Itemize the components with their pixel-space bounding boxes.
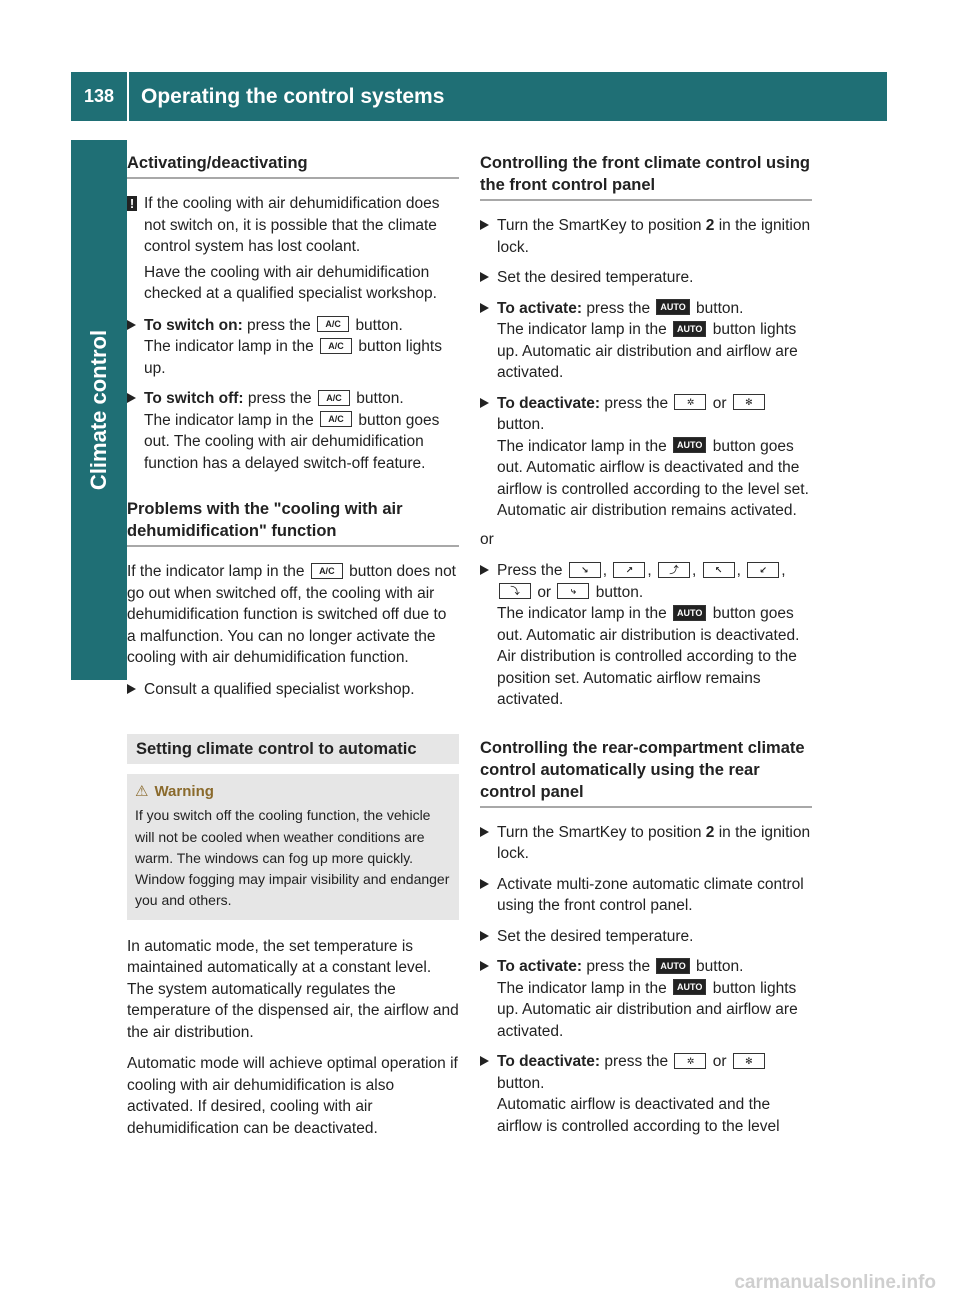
warning-title <box>135 781 451 802</box>
step-text: The indicator lamp in the <box>144 411 314 429</box>
step-text: press the <box>247 390 312 407</box>
ac-button-icon: A/C <box>311 563 343 579</box>
ac-button-icon: A/C <box>318 390 350 406</box>
step-rear-temperature <box>480 926 812 948</box>
step-text: button. <box>595 583 644 601</box>
step-text: in the ignition lock. <box>497 217 811 256</box>
side-tab <box>71 140 127 680</box>
step-press-distribution: Press the ↘ , ↗ , ⤴ , ↖ , ↙ , ⤵ or ⤷ button. The indicator lamp in the AUTO button goes out. Automatic air distribution is deactivated. Air distribution is controlled according to the position set. Automatic airflow remains activated. <box>480 560 812 711</box>
step-text: Turn the SmartKey to position <box>497 823 702 841</box>
step-switch-off <box>127 388 459 474</box>
ac-button-icon: A/C <box>320 338 352 354</box>
step-text: press the <box>247 316 311 334</box>
step-text: 2 <box>705 217 715 234</box>
heading-activating: Activating/deactivating <box>127 152 459 179</box>
warning-box <box>127 774 459 920</box>
step-text: press the <box>604 394 669 412</box>
step-arrow-icon <box>127 684 136 694</box>
step-text: The indicator lamp in the <box>497 437 667 455</box>
auto-paragraph-1: In automatic mode, the set temperature is maintained automatically at a constant level. The system automatically regulates the temperature of the dispensed air, the airflow and the air distribution. <box>127 937 459 1041</box>
note-block <box>127 193 459 305</box>
note-text-2: Have the cooling with air dehumidification checked at a qualified specialist workshop. <box>144 263 437 302</box>
air-distribution-1-icon: ↘ <box>569 562 601 578</box>
step-text: button. <box>696 299 744 317</box>
step-arrow-icon <box>127 320 136 330</box>
note-text-1: If the cooling with air dehumidification does not switch on, it is possible that the climate control system has lost coolant. <box>144 195 440 255</box>
step-text: or <box>712 1053 727 1070</box>
step-rear-multizone <box>480 874 812 917</box>
step-label: To activate: <box>497 958 582 975</box>
step-front-smartkey <box>480 215 812 258</box>
step-text: Set the desired temperature. <box>497 927 694 945</box>
step-text: button goes out. The cooling with air dehumidification function has a delayed switch-off feature. <box>144 411 440 472</box>
ac-button-icon: A/C <box>317 316 349 332</box>
step-arrow-icon <box>480 961 489 971</box>
step-arrow-icon <box>480 220 489 230</box>
step-front-temperature <box>480 267 812 289</box>
step-label: To deactivate: <box>497 394 601 412</box>
auto-button-icon: AUTO <box>673 605 706 621</box>
page-number: 138 <box>71 72 129 121</box>
or-text: or <box>480 530 494 548</box>
step-text: button. <box>356 390 404 407</box>
side-tab-label: Climate control <box>86 329 111 491</box>
heading-automatic: Setting climate control to automatic <box>127 734 459 764</box>
step-arrow-icon <box>480 303 489 313</box>
air-distribution-6-icon: ⤵ <box>499 583 531 599</box>
heading-rear-control: Controlling the rear-compartment climate control automatically using the rear control panel <box>480 737 812 808</box>
fan-up-button-icon: ✲ <box>674 1053 706 1069</box>
left-column <box>127 152 459 1149</box>
fan-down-button-icon: ✻ <box>733 1053 765 1069</box>
step-text: The indicator lamp in the <box>497 979 667 997</box>
step-text: Set the desired temperature. <box>497 269 694 286</box>
step-text: button goes out. Automatic air distribution is deactivated. Air distribution is controlled according to the position set. Automatic airflow remains activated. <box>497 605 800 708</box>
step-text: The indicator lamp in the <box>144 338 314 355</box>
paragraph-text: button does not go out when switched off, the cooling with air dehumidification function is switched off due to a malfunction. You can no longer activate the cooling with air dehumidification function. <box>127 563 456 666</box>
step-text: or <box>537 583 552 601</box>
step-arrow-icon <box>480 931 489 941</box>
paragraph-text: If the indicator lamp in the <box>127 563 305 580</box>
step-text: Automatic airflow is deactivated and the airflow is controlled according to the level <box>497 1096 780 1135</box>
step-arrow-icon <box>127 393 136 403</box>
step-rear-activate <box>480 956 812 1042</box>
step-arrow-icon <box>480 879 489 889</box>
step-text: button. <box>497 416 545 433</box>
fan-up-button-icon: ✲ <box>674 394 706 410</box>
heading-problems: Problems with the "cooling with air dehumidification" function <box>127 498 459 547</box>
air-distribution-4-icon: ↖ <box>703 562 735 578</box>
step-consult <box>127 679 459 701</box>
chapter-title: Operating the control systems <box>141 84 445 108</box>
step-text: button goes out. Automatic airflow is deactivated and the airflow is controlled according to the level set. Automatic air distribution remains activated. <box>497 437 809 519</box>
step-text: 2 <box>705 823 715 841</box>
step-text: Turn the SmartKey to position <box>497 217 702 234</box>
step-text: Activate multi-zone automatic climate control using the front control panel. <box>497 875 804 914</box>
page-header <box>71 72 887 121</box>
note-icon: ! <box>127 196 137 211</box>
step-text: The indicator lamp in the <box>497 605 667 622</box>
step-text: press the <box>586 958 651 975</box>
step-rear-deactivate <box>480 1051 812 1137</box>
step-text: press the <box>586 299 651 317</box>
step-text: or <box>712 394 727 412</box>
warning-title-text: Warning <box>154 783 214 800</box>
step-arrow-icon <box>480 272 489 282</box>
fan-down-button-icon: ✻ <box>733 394 765 410</box>
step-text: Press the <box>497 562 563 579</box>
step-text: in the ignition lock. <box>497 823 811 862</box>
watermark: carmanualsonline.info <box>734 1272 936 1293</box>
warning-text: If you switch off the cooling function, the vehicle will not be cooled when weather conditions are warm. The windows can fog up more quickly. Window fogging may impair visibility and endanger you and others. <box>135 807 450 909</box>
warning-triangle-icon: ⚠ <box>135 783 149 800</box>
step-arrow-icon <box>480 1056 489 1066</box>
step-front-deactivate <box>480 393 812 522</box>
right-column <box>480 152 812 1146</box>
step-text: button. <box>355 316 403 334</box>
step-label: To deactivate: <box>497 1053 601 1070</box>
step-text: button lights up. Automatic air distribution and airflow are activated. <box>497 979 798 1040</box>
auto-button-icon: AUTO <box>673 979 706 995</box>
air-distribution-7-icon: ⤷ <box>557 583 589 599</box>
ac-button-icon: A/C <box>320 411 352 427</box>
step-switch-on <box>127 315 459 380</box>
air-distribution-2-icon: ↗ <box>613 562 645 578</box>
step-text: button. <box>497 1074 545 1092</box>
step-text: button. <box>696 958 744 975</box>
step-text: press the <box>604 1053 669 1070</box>
step-arrow-icon <box>480 398 489 408</box>
auto-button-icon: AUTO <box>656 958 689 974</box>
step-arrow-icon <box>480 565 489 575</box>
auto-button-icon: AUTO <box>673 321 706 337</box>
heading-front-control: Controlling the front climate control using the front control panel <box>480 152 812 201</box>
step-label: To switch off: <box>144 390 244 407</box>
step-text: button lights up. Automatic air distribution and airflow are activated. <box>497 321 798 381</box>
auto-paragraph-2: Automatic mode will achieve optimal operation if cooling with air dehumidification is also activated. If desired, cooling with air dehumidification can be deactivated. <box>127 1055 458 1137</box>
problems-paragraph <box>127 561 459 669</box>
air-distribution-3-icon: ⤴ <box>658 562 690 578</box>
auto-button-icon: AUTO <box>656 299 689 315</box>
step-label: To switch on: <box>144 316 243 334</box>
step-arrow-icon <box>480 827 489 837</box>
step-text: button lights up. <box>144 338 442 377</box>
step-front-activate <box>480 298 812 384</box>
step-label: To activate: <box>497 299 582 317</box>
auto-button-icon: AUTO <box>673 437 706 453</box>
step-rear-smartkey <box>480 822 812 865</box>
air-distribution-5-icon: ↙ <box>747 562 779 578</box>
step-text: Consult a qualified specialist workshop. <box>144 680 415 698</box>
step-text: The indicator lamp in the <box>497 321 667 338</box>
